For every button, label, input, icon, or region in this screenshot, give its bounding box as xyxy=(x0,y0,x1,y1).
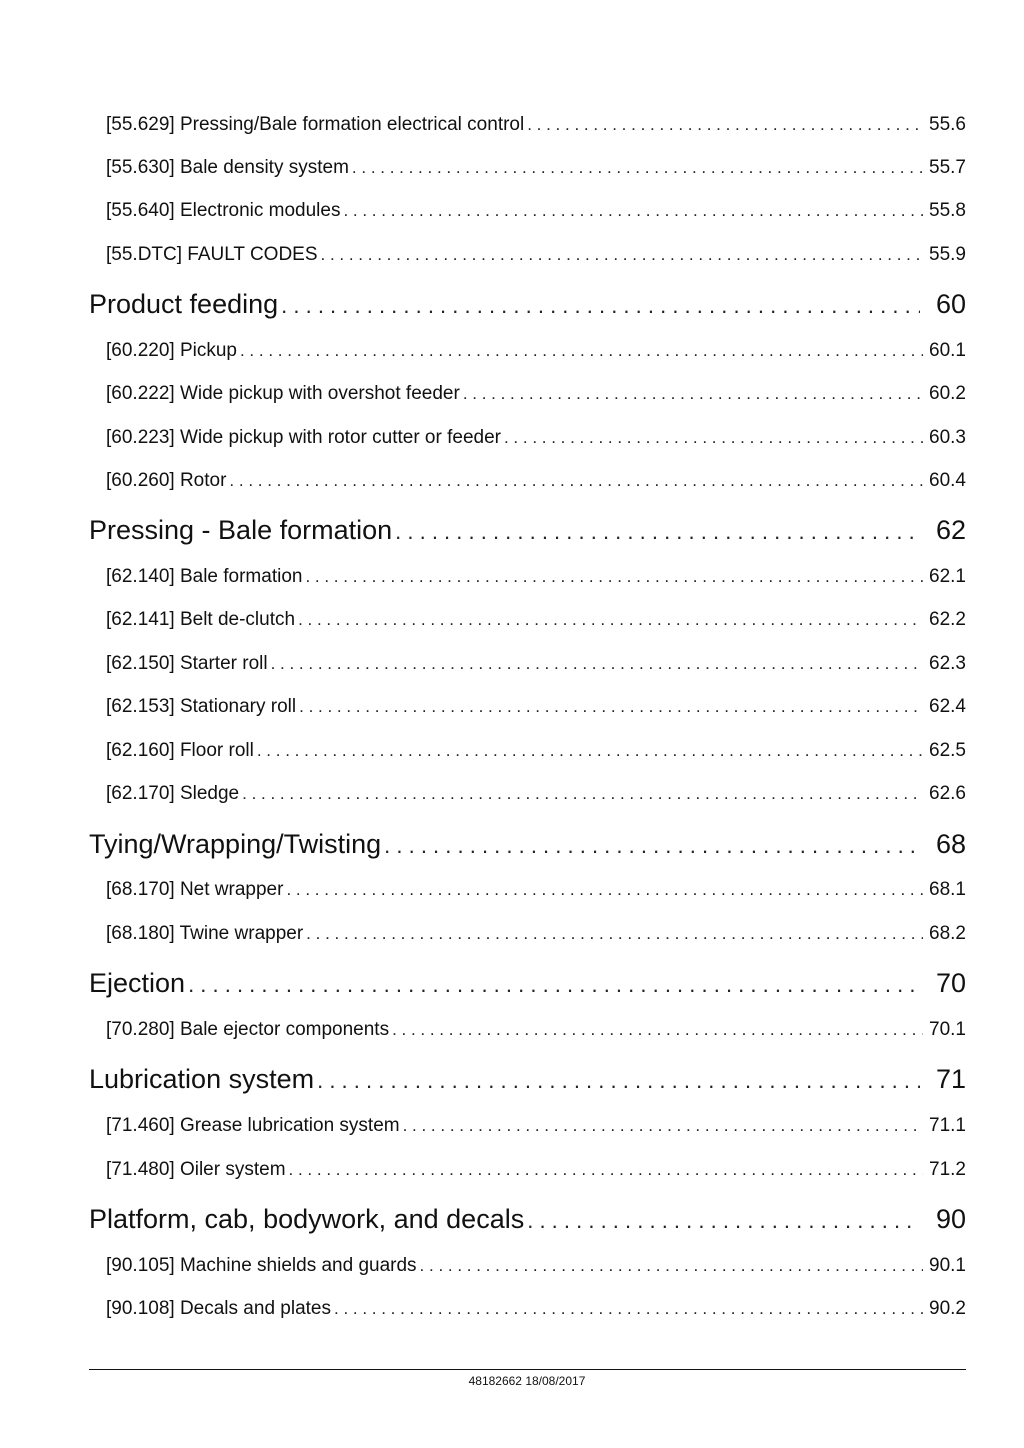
toc-entry-label: [55.629] Pressing/Bale formation electrical control xyxy=(106,114,525,135)
dot-leader xyxy=(343,198,923,224)
dot-leader xyxy=(298,607,923,633)
toc-entry-page: 60.3 xyxy=(929,427,966,448)
toc-entry-70-280[interactable] xyxy=(106,1017,966,1043)
toc-entry-60-223[interactable] xyxy=(106,425,966,451)
dot-leader xyxy=(384,828,920,862)
dot-leader xyxy=(281,288,920,322)
toc-entry-page: 70.1 xyxy=(929,1019,966,1040)
toc-section-page: 71 xyxy=(935,1064,966,1094)
toc-entry-page: 60.1 xyxy=(929,340,966,361)
toc-entry-label: [62.160] Floor roll xyxy=(106,740,254,761)
toc-entry-page: 55.6 xyxy=(929,114,966,135)
toc-entry-label: [55.630] Bale density system xyxy=(106,157,349,178)
toc-entry-60-220[interactable] xyxy=(106,338,966,364)
toc-entry-page: 62.2 xyxy=(929,609,966,630)
toc-entry-55-629[interactable] xyxy=(106,112,966,138)
toc-entry-62-170[interactable] xyxy=(106,781,966,807)
toc-section-platform-cab-bodywork-decals[interactable] xyxy=(89,1201,966,1237)
toc-entry-label: [62.150] Starter roll xyxy=(106,653,268,674)
toc-entry-90-105[interactable] xyxy=(106,1253,966,1279)
toc-entry-71-460[interactable] xyxy=(106,1113,966,1139)
dot-leader xyxy=(321,242,924,268)
toc-entry-label: [60.220] Pickup xyxy=(106,340,237,361)
toc-entry-55-630[interactable] xyxy=(106,155,966,181)
dot-leader xyxy=(527,112,923,138)
dot-leader xyxy=(352,155,923,181)
footer-document-id: 48182662 18/08/2017 xyxy=(468,1374,586,1388)
toc-entry-60-222[interactable] xyxy=(106,381,966,407)
toc-section-page: 68 xyxy=(935,829,966,859)
toc-section-label: Platform, cab, bodywork, and decals xyxy=(89,1204,525,1234)
toc-entry-label: [68.170] Net wrapper xyxy=(106,879,284,900)
toc-entry-label: [55.DTC] FAULT CODES xyxy=(106,244,318,265)
toc-entry-label: [71.480] Oiler system xyxy=(106,1159,286,1180)
dot-leader xyxy=(299,694,923,720)
toc-entry-55-dtc[interactable] xyxy=(106,242,966,268)
toc-section-label: Tying/Wrapping/Twisting xyxy=(89,829,382,859)
footer-divider xyxy=(89,1369,966,1370)
dot-leader xyxy=(306,921,923,947)
toc-section-lubrication-system[interactable] xyxy=(89,1061,966,1097)
toc-section-page: 60 xyxy=(935,289,966,319)
toc-entry-62-140[interactable] xyxy=(106,564,966,590)
toc-entry-page: 60.4 xyxy=(929,470,966,491)
toc-section-page: 70 xyxy=(935,968,966,998)
toc-entry-label: [62.170] Sledge xyxy=(106,783,240,804)
toc-entry-label: [55.640] Electronic modules xyxy=(106,200,341,221)
toc-section-label: Pressing - Bale formation xyxy=(89,515,393,545)
dot-leader xyxy=(305,564,923,590)
toc-entry-68-180[interactable] xyxy=(106,921,966,947)
toc-entry-label: [90.108] Decals and plates xyxy=(106,1298,331,1319)
toc-entry-90-108[interactable] xyxy=(106,1296,966,1322)
dot-leader xyxy=(286,877,923,903)
toc-section-ejection[interactable] xyxy=(89,965,966,1001)
toc-entry-page: 62.5 xyxy=(929,740,966,761)
toc-entry-62-153[interactable] xyxy=(106,694,966,720)
dot-leader xyxy=(420,1253,923,1279)
dot-leader xyxy=(188,967,920,1001)
toc-entry-62-141[interactable] xyxy=(106,607,966,633)
toc-entry-62-150[interactable] xyxy=(106,651,966,677)
toc-entry-label: [62.140] Bale formation xyxy=(106,566,303,587)
toc-entry-label: [60.260] Rotor xyxy=(106,470,227,491)
toc-section-page: 62 xyxy=(935,515,966,545)
toc-entry-page: 68.1 xyxy=(929,879,966,900)
dot-leader xyxy=(334,1296,923,1322)
toc-entry-62-160[interactable] xyxy=(106,738,966,764)
toc-entry-label: [60.223] Wide pickup with rotor cutter or feeder xyxy=(106,427,501,448)
toc-section-label: Product feeding xyxy=(89,289,279,319)
toc-section-page: 90 xyxy=(935,1204,966,1234)
dot-leader xyxy=(229,468,923,494)
dot-leader xyxy=(271,651,923,677)
toc-entry-page: 55.9 xyxy=(929,244,966,265)
toc-entry-label: [62.153] Stationary roll xyxy=(106,696,297,717)
toc-entry-page: 55.7 xyxy=(929,157,966,178)
toc-section-label: Lubrication system xyxy=(89,1064,315,1094)
dot-leader xyxy=(527,1203,920,1237)
dot-leader xyxy=(504,425,923,451)
toc-entry-page: 60.2 xyxy=(929,383,966,404)
toc-entry-label: [71.460] Grease lubrication system xyxy=(106,1115,400,1136)
toc-entry-label: [62.141] Belt de-clutch xyxy=(106,609,296,630)
toc-entry-71-480[interactable] xyxy=(106,1157,966,1183)
toc-entry-page: 68.2 xyxy=(929,923,966,944)
toc-entry-60-260[interactable] xyxy=(106,468,966,494)
toc-entry-label: [90.105] Machine shields and guards xyxy=(106,1255,417,1276)
dot-leader xyxy=(289,1157,923,1183)
toc-entry-label: [60.222] Wide pickup with overshot feeder xyxy=(106,383,460,404)
toc-entry-page: 71.2 xyxy=(929,1159,966,1180)
dot-leader xyxy=(240,338,923,364)
toc-section-product-feeding[interactable] xyxy=(89,286,966,322)
toc-entry-page: 90.2 xyxy=(929,1298,966,1319)
toc-entry-label: [68.180] Twine wrapper xyxy=(106,923,304,944)
dot-leader xyxy=(242,781,923,807)
toc-section-pressing-bale-formation[interactable] xyxy=(89,512,966,548)
dot-leader xyxy=(317,1063,920,1097)
toc-entry-page: 62.6 xyxy=(929,783,966,804)
dot-leader xyxy=(395,514,920,548)
dot-leader xyxy=(257,738,923,764)
toc-entry-label: [70.280] Bale ejector components xyxy=(106,1019,390,1040)
toc-entry-page: 62.3 xyxy=(929,653,966,674)
dot-leader xyxy=(392,1017,923,1043)
toc-section-tying-wrapping-twisting[interactable] xyxy=(89,826,966,862)
toc-section-label: Ejection xyxy=(89,968,186,998)
toc-entry-55-640[interactable] xyxy=(106,198,966,224)
dot-leader xyxy=(403,1113,923,1139)
toc-entry-68-170[interactable] xyxy=(106,877,966,903)
toc-entry-page: 62.4 xyxy=(929,696,966,717)
toc-entry-page: 55.8 xyxy=(929,200,966,221)
toc-entry-page: 71.1 xyxy=(929,1115,966,1136)
toc-entry-page: 90.1 xyxy=(929,1255,966,1276)
dot-leader xyxy=(463,381,923,407)
toc-entry-page: 62.1 xyxy=(929,566,966,587)
